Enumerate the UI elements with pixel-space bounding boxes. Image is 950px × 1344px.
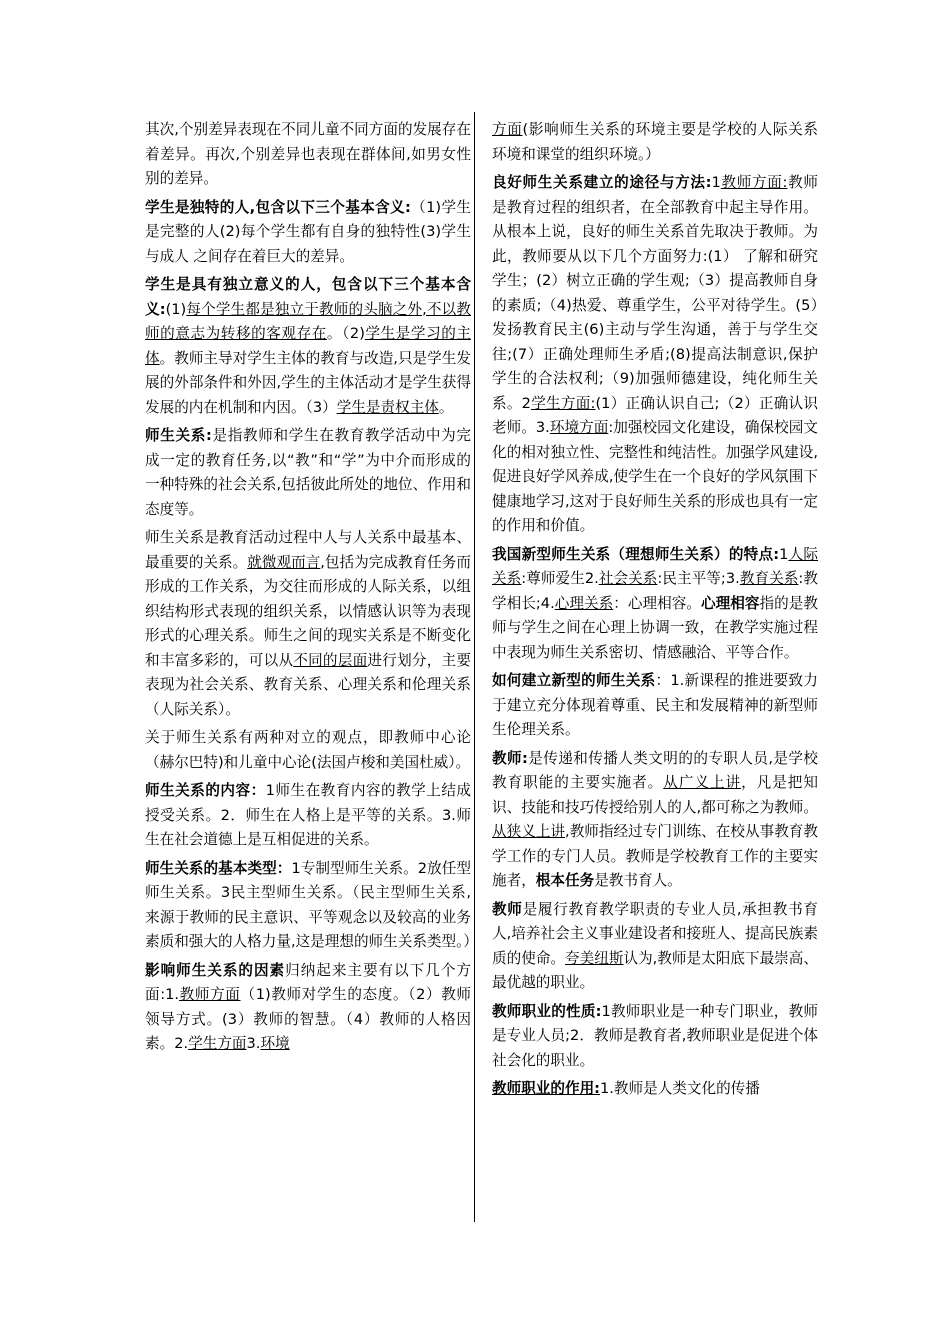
bold-heading-text: 师生关系的基本类型：	[145, 859, 292, 877]
body-text: ：1.新课程的推进要致力于建立充分体现着尊重、民主和发展精神的新型师生伦理关系。	[492, 672, 818, 738]
bold-heading-text: 心理相容	[701, 594, 760, 612]
body-text: (1)	[165, 300, 187, 318]
body-text: :教学相长;4.	[492, 570, 818, 612]
paragraph	[145, 118, 471, 192]
underlined-term: 学生方面:	[530, 394, 596, 412]
underlined-term: 社会关系	[598, 570, 658, 587]
bold-heading-text: 我国新型师生关系（理想师生关系）的特点:	[492, 545, 780, 563]
underlined-term: 不同的层面	[293, 651, 368, 669]
body-text: :加强校园文化建设，确保校园文化的相对独立性、完整性和纯洁性。加强学风建设,促进良好学风养成,使学生在一个良好的学风氛围下健康地学习,这对于良好师生关系的形成也具有一定的作用和价值。	[492, 419, 818, 534]
body-text: 1师生在教育内容的教学上结成授受关系。2．师生在人格上是平等的关系。3.师生在社会道德上是互相促进的关系。	[145, 782, 471, 848]
body-text: 1	[711, 174, 721, 191]
body-text: ，凡是把知识、技能和技巧传授给别人的人,都可称之为教师。	[492, 774, 818, 816]
right-column	[492, 118, 818, 1106]
body-text: 1专制型师生关系。2放任型师生关系。3民主型师生关系。（民主型师生关系,来源于教师的民主意识、平等观念以及较高的业务素质和强大的人格力量,这是理想的师生关系类型。）	[145, 859, 478, 950]
underlined-term: 教育关系	[739, 570, 799, 587]
underlined-term: 方面	[492, 121, 523, 138]
body-text: 是传递和传播人类文明的的专职人员,是学校教育职能的主要实施者。	[492, 749, 818, 791]
body-text: 其次,个别差异表现在不同儿童不同方面的发展存在着差异。再次,个别差异也表现在群体间,如男女性别的差异。	[145, 121, 471, 187]
body-text: 1	[779, 545, 789, 563]
body-text: 3.	[246, 1035, 261, 1052]
paragraph	[145, 959, 471, 1057]
bold-heading-text: 师生关系的内容：	[145, 782, 266, 799]
body-text: :尊师爱生2.	[521, 570, 599, 587]
paragraph	[145, 273, 471, 420]
body-text: 。	[438, 398, 454, 416]
bold-heading-text: 影响师生关系的因素	[145, 961, 286, 979]
underlined-term: 学生是责权主体	[336, 398, 439, 416]
underlined-term: 学生是学习的主体	[145, 325, 471, 367]
body-text: 认为,教师是太阳底下最崇高、最优越的职业。	[492, 949, 818, 991]
paragraph	[145, 726, 471, 775]
paragraph	[492, 1077, 818, 1102]
bold-heading-text: 学生是独特的人,包含以下三个基本含义:	[145, 198, 411, 216]
underlined-term: 学生方面	[188, 1035, 247, 1052]
underlined-term: 环境	[260, 1035, 290, 1052]
underlined-term: 环境方面	[549, 419, 609, 436]
paragraph	[492, 747, 818, 894]
body-text: 是指教师和学生在教育教学活动中为完成一定的教育任务,以“教”和“学”为中介而形成的一种特殊的社会关系,包括彼此所处的地位、作用和态度等。	[145, 427, 471, 518]
paragraph	[492, 543, 818, 666]
bold-heading-text: 学生是具有独立意义的人，包含以下三个基本含义:	[145, 276, 471, 318]
underlined-term: 夸美纽斯	[565, 949, 624, 967]
body-text: 是教书育人。	[594, 872, 682, 889]
bold-heading-text: 教师:	[492, 749, 528, 767]
bold-heading-text: 教师职业的性质:	[492, 1002, 602, 1020]
body-text: 归纳起来主要有以下几个方面:1.	[145, 961, 471, 1003]
paragraph	[492, 898, 818, 996]
body-text: :民主平等;3.	[657, 570, 740, 587]
body-text: 。（2)	[326, 325, 365, 342]
body-text: 关于师生关系有两种对立的观点，即教师中心论（赫尔巴特)和儿童中心论(法国卢梭和美国杜威）。	[145, 729, 471, 771]
body-text: ,包括为完成教育任务而形成的工作关系，为交往而形成的人际关系，以组织结构形式表现的组织关系，以情感认识等为表现形式的心理关系。师生之间的现实关系是不断变化和丰富多彩的，可以从	[145, 553, 471, 669]
body-text: 是履行教育教学职责的专业人员,承担教书育人,培养社会主义事业建设者和接班人、提高民族素质的使命。	[492, 900, 818, 967]
body-text: 教师是教育过程的组织者，在全部教育中起主导作用。从根本上说，良好的师生关系首先取决于教师。为此，教师要从以下几个方面努力:(1） 了解和研究学生；(2）树立正确的学生观;（3）提高教师自身的素质;（4)热爱、尊重学生，公平对待学生。(5）发扬教育民主(6)主动与学生沟通，善于与学生交往;(7）正确处理师生矛盾;(8)提高法制意识,保护学生的合法权利;（9)加强师德建设，纯化师生关系。2	[492, 174, 818, 412]
body-text: 进行划分，主要表现为社会关系、教育关系、心理关系和伦理关系（人际关系）。	[145, 651, 471, 718]
body-text: ,教师指经过专门训练、在校从事教育教学工作的专门人员。教师是学校教育工作的主要实施者，	[492, 823, 818, 889]
paragraph	[492, 669, 818, 743]
underlined-term: 心理关系	[554, 594, 614, 612]
body-text: (1）正确认识自己;（2）正确认识老师。3.	[492, 394, 818, 436]
paragraph	[145, 779, 471, 853]
underlined-term: 教师方面:	[720, 174, 788, 191]
paragraph	[492, 1000, 818, 1074]
underlined-term: 从狭义上讲	[492, 823, 566, 840]
bold-heading-text: 良好师生关系建立的途径与方法:	[492, 174, 712, 191]
underlined-term: 每个学生都是独立于教师的头脑之外,不以教师的意志为转移的客观存在	[145, 300, 471, 342]
body-text: 师生关系是教育活动过程中人与人关系中最基本、最重要的关系。	[145, 529, 471, 571]
bold-heading-text: 根本任务	[535, 872, 595, 889]
paragraph	[492, 118, 818, 167]
paragraph	[145, 526, 471, 722]
body-text: （1)学生是完整的人(2)每个学生都有自身的独特性(3)学生与成人 之间存在着巨大的差异。	[145, 198, 471, 265]
paragraph	[145, 196, 471, 270]
underlined-term: 从广义上讲	[663, 774, 742, 791]
body-text: 1教师职业是一种专门职业，教师是专业人员;2．教师是教育者,教师职业是促进个体社会化的职业。	[492, 1002, 818, 1069]
column-divider	[474, 112, 475, 1222]
body-text: （1)教师对学生的态度。（2）教师领导方式。(3）教师的智慧。（4）教师的人格因素。2.	[145, 986, 472, 1052]
body-text: 指的是教师与学生之间在心理上协调一致，在教学实施过程中表现为师生关系密切、情感融洽、平等合作。	[492, 594, 818, 661]
underlined-term: 教师方面	[179, 986, 241, 1003]
paragraph	[145, 857, 478, 955]
body-text: 。教师主导对学生主体的教育与改造,只是学生发展的外部条件和外因,学生的主体活动才是学生获得发展的内在机制和内因。（3）	[145, 349, 471, 416]
bold-heading-text: 教师	[492, 900, 523, 918]
underlined-term: 人际关系	[492, 545, 818, 587]
left-column	[145, 118, 478, 1061]
bold-heading-text: 教师职业的作用:	[492, 1080, 600, 1097]
body-text: 1.教师是人类文化的传播	[600, 1080, 760, 1097]
bold-heading-text: 如何建立新型的师生关系	[492, 672, 656, 689]
paragraph	[145, 424, 471, 522]
body-text: ：心理相容。	[613, 594, 701, 612]
bold-heading-text: 师生关系:	[145, 427, 212, 444]
paragraph	[492, 171, 818, 539]
underlined-term: 就微观而言	[247, 553, 321, 571]
body-text: (影响师生关系的环境主要是学校的人际关系环境和课堂的组织环境。）	[492, 121, 818, 163]
